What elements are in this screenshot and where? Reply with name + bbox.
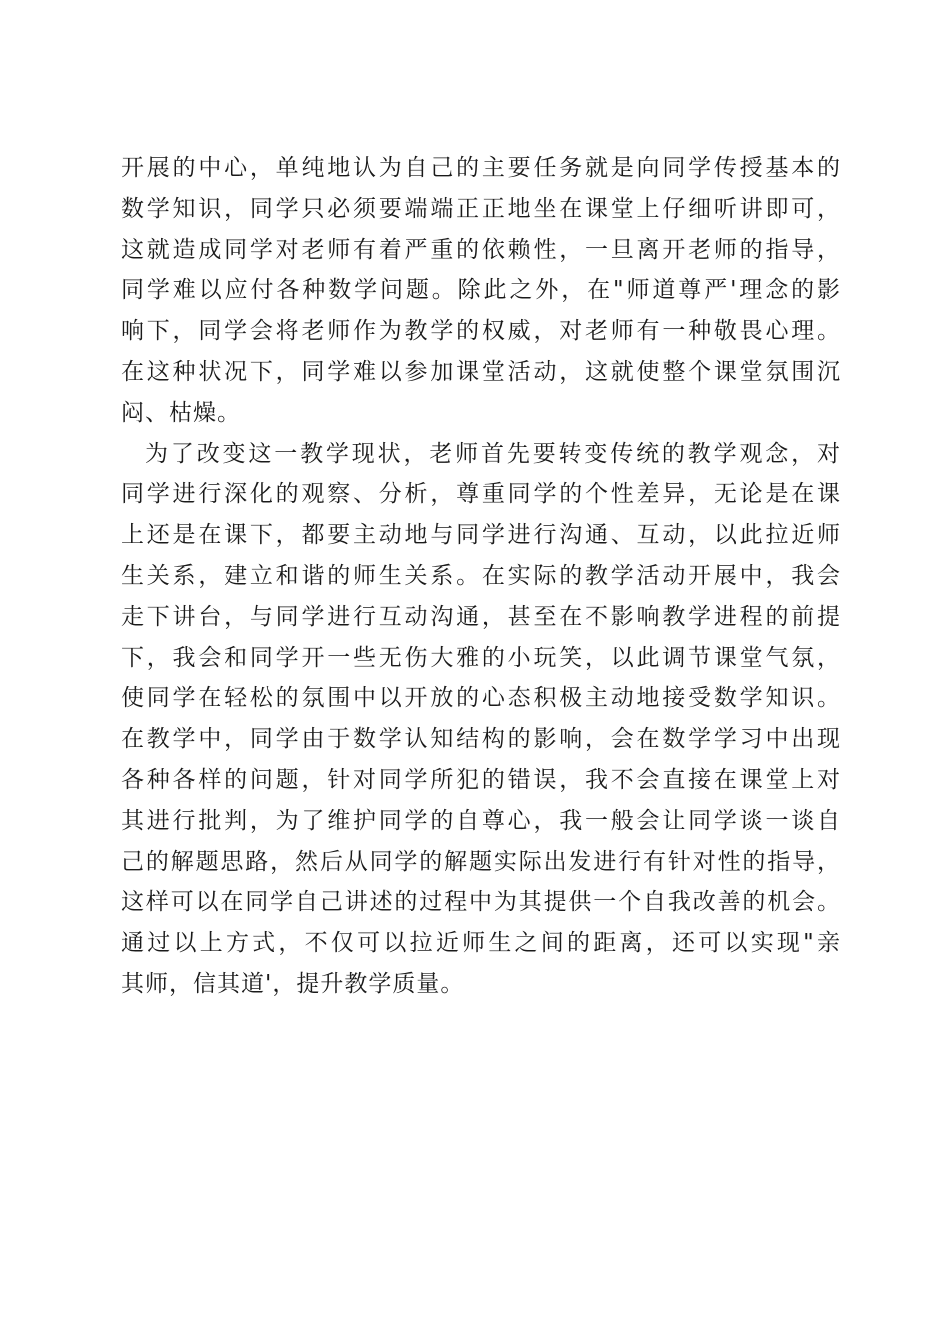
text-line: 通过以上方式，不仅可以拉近师生之间的距离，还可以实现"亲	[121, 930, 841, 957]
text-line: 己的解题思路，然后从同学的解题实际出发进行有针对性的指导，	[121, 848, 841, 875]
text-line: 上还是在课下，都要主动地与同学进行沟通、互动，以此拉近师	[121, 522, 841, 549]
text-line: 各种各样的问题，针对同学所犯的错误，我不会直接在课堂上对	[121, 766, 841, 793]
text-line: 生关系，建立和谐的师生关系。在实际的教学活动开展中，我会	[121, 562, 841, 589]
text-line: 在这种状况下，同学难以参加课堂活动，这就使整个课堂氛围沉	[121, 358, 841, 385]
text-line: 在教学中，同学由于数学认知结构的影响，会在数学学习中出现	[121, 726, 841, 753]
text-line: 响下，同学会将老师作为教学的权威，对老师有一种敬畏心理。	[121, 318, 841, 345]
text-line: 为了改变这一教学现状，老师首先要转变传统的教学观念，对	[145, 440, 841, 467]
text-line: 其师，信其道'，提升教学质量。	[121, 970, 465, 997]
text-line: 使同学在轻松的氛围中以开放的心态积极主动地接受数学知识。	[121, 685, 841, 712]
text-line: 同学进行深化的观察、分析，尊重同学的个性差异，无论是在课	[121, 481, 841, 508]
text-line: 同学难以应付各种数学问题。除此之外，在"师道尊严'理念的影	[121, 277, 841, 304]
body-text	[121, 148, 841, 1005]
text-line: 闷、枯燥。	[121, 399, 241, 426]
text-line: 数学知识，同学只必须要端端正正地坐在课堂上仔细听讲即可，	[121, 195, 841, 222]
text-line: 走下讲台，与同学进行互动沟通，甚至在不影响教学进程的前提	[121, 603, 841, 630]
text-line: 这样可以在同学自己讲述的过程中为其提供一个自我改善的机会。	[121, 889, 841, 916]
text-line: 其进行批判，为了维护同学的自尊心，我一般会让同学谈一谈自	[121, 807, 841, 834]
text-line: 下，我会和同学开一些无伤大雅的小玩笑，以此调节课堂气氛，	[121, 644, 841, 671]
text-line: 开展的中心，单纯地认为自己的主要任务就是向同学传授基本的	[121, 155, 841, 181]
text-line: 这就造成同学对老师有着严重的依赖性，一旦离开老师的指导，	[121, 236, 841, 263]
